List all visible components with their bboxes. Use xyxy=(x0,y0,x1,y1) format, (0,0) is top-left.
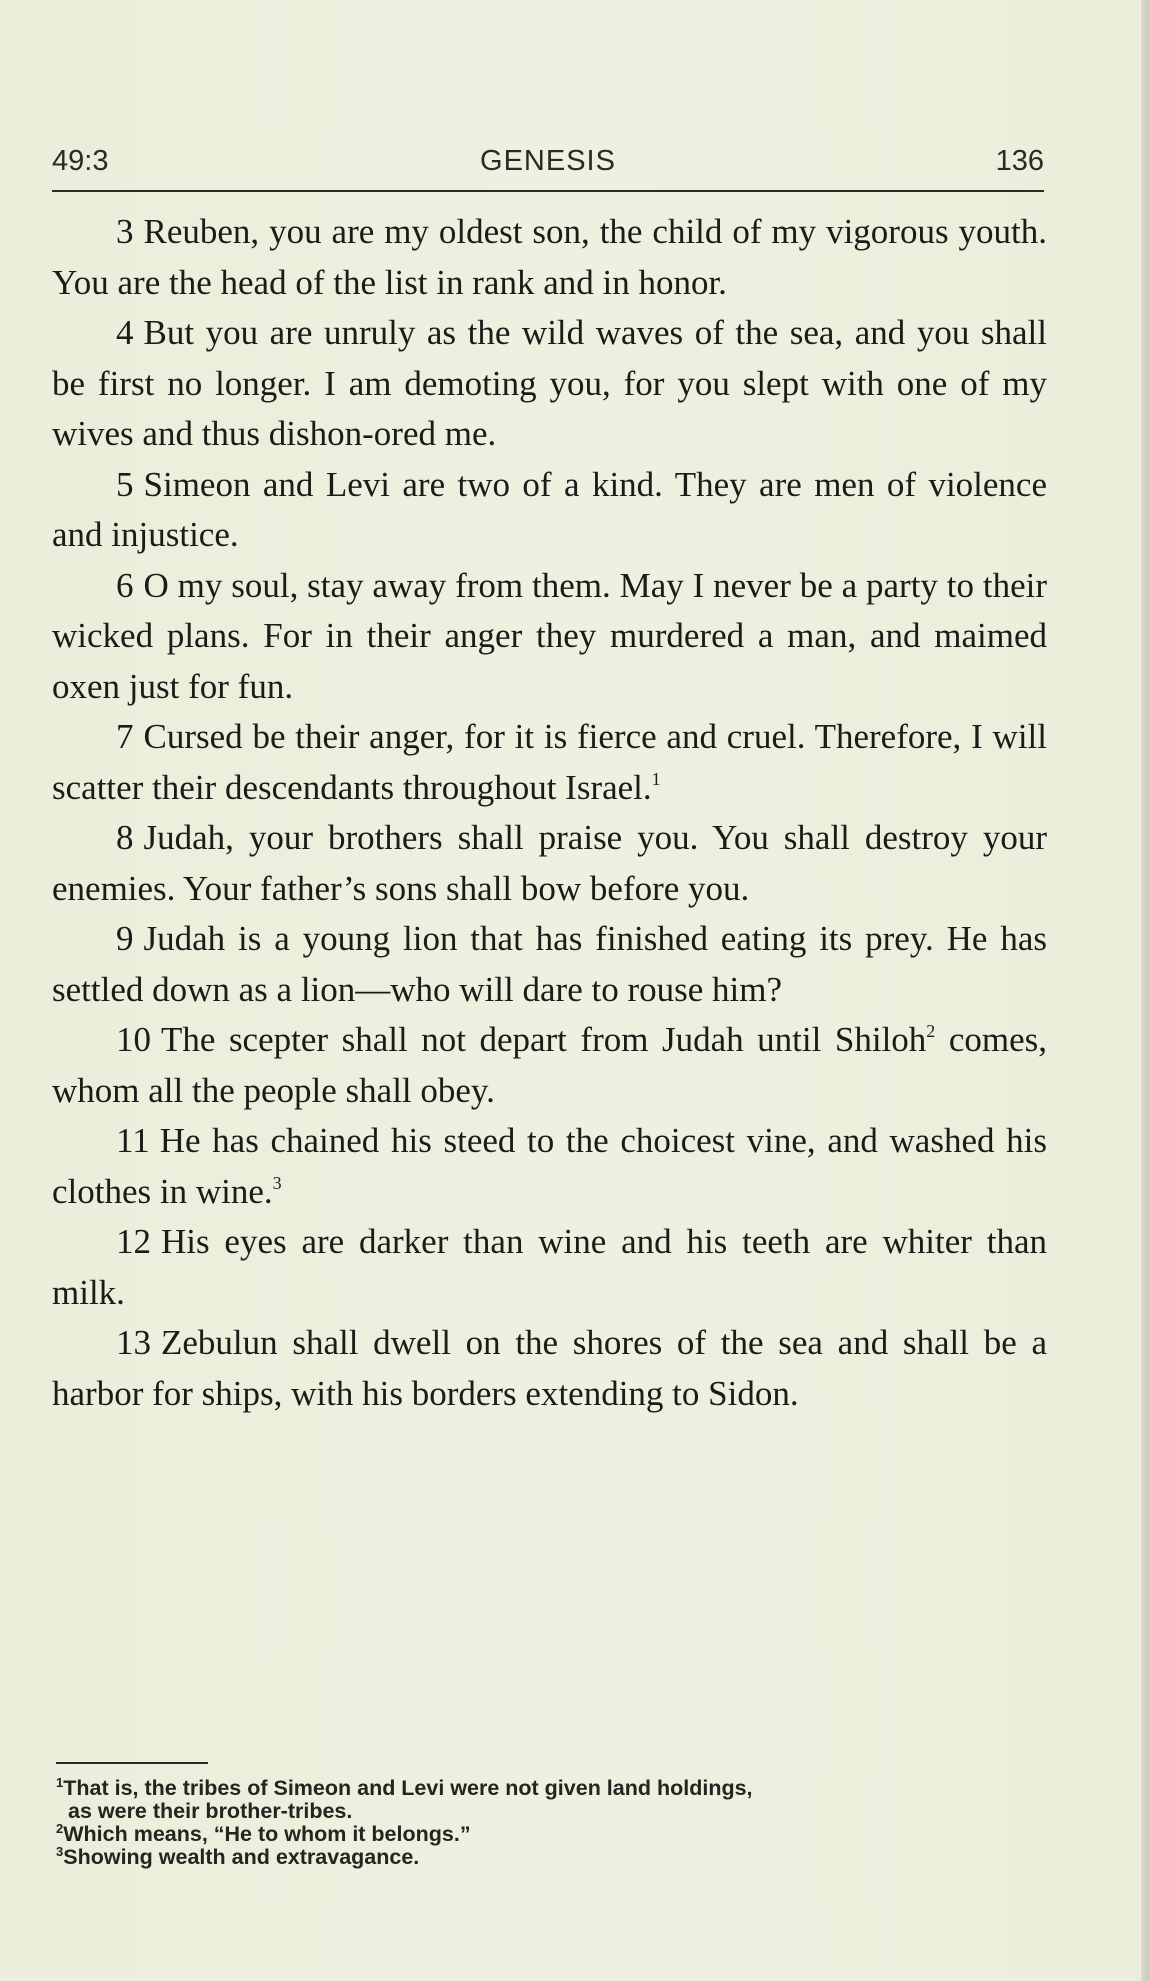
book-title: GENESIS xyxy=(480,145,616,177)
footnote-1-continued xyxy=(56,1800,1056,1823)
footnote-mark: 1 xyxy=(56,1775,64,1790)
verse-text: Cursed be their anger, for it is fierce and cruel. Therefore, I will scatter their descendants throughout Israel. xyxy=(52,717,1047,807)
footnote-mark: 3 xyxy=(56,1844,64,1859)
verse-text: He has chained his steed to the choicest vine, and washed his clothes in wine. xyxy=(52,1121,1047,1211)
page-edge xyxy=(1141,0,1149,1981)
verse-7 xyxy=(52,712,1047,813)
verse-3 xyxy=(52,207,1047,308)
verse-text: Reuben, you are my oldest son, the child of my vigorous youth. You are the head of the list in rank and in honor. xyxy=(52,212,1047,302)
verse-12 xyxy=(52,1217,1047,1318)
footnote-text: as were their brother-tribes. xyxy=(68,1799,353,1823)
footnote-3 xyxy=(56,1846,1056,1869)
verse-number: 5 xyxy=(116,464,134,504)
verse-text: The scepter shall not depart from Judah until Shiloh xyxy=(161,1020,927,1059)
verse-text: Zebulun shall dwell on the shores of the sea and shall be a harbor for ships, with his borders extending to Sidon. xyxy=(52,1323,1047,1413)
footnote-2 xyxy=(56,1823,1056,1846)
verse-text: Judah is a young lion that has finished eating its prey. He has settled down as a lion—who will dare to rouse him? xyxy=(52,919,1047,1009)
verse-number: 4 xyxy=(116,313,134,352)
verse-number: 11 xyxy=(116,1121,150,1160)
verse-9 xyxy=(52,914,1047,1015)
footnotes xyxy=(56,1777,1056,1869)
verse-text: Simeon and Levi are two of a kind. They are men of violence and injustice. xyxy=(52,464,1047,554)
footnote-mark: 2 xyxy=(56,1821,64,1836)
verse-number: 10 xyxy=(116,1020,151,1059)
verse-8 xyxy=(52,813,1047,914)
running-head xyxy=(52,145,1044,189)
scripture-text xyxy=(52,207,1047,1419)
verse-text: O my soul, stay away from them. May I never be a party to their wicked plans. For in their anger they murdered a man, and maimed oxen just for fun. xyxy=(52,565,1047,706)
footnote-reference[interactable]: 2 xyxy=(926,1021,936,1041)
footnote-reference[interactable]: 1 xyxy=(651,768,661,789)
verse-11 xyxy=(52,1116,1047,1217)
footnote-text: That is, the tribes of Simeon and Levi were not given land holdings, xyxy=(63,1776,753,1800)
verse-text: Judah, your brothers shall praise you. You shall destroy your enemies. Your father’s sons shall bow before you. xyxy=(52,818,1047,908)
header-rule xyxy=(52,190,1044,192)
verse-number: 3 xyxy=(116,212,134,251)
footnote-1 xyxy=(56,1777,1056,1800)
verse-text: His eyes are darker than wine and his teeth are whiter than milk. xyxy=(52,1222,1047,1312)
verse-number: 7 xyxy=(116,717,134,756)
verse-text: But you are unruly as the wild waves of the sea, and you shall be first no longer. I am demoting you, for you slept with one of my wives and thus dishon-ored me. xyxy=(52,313,1047,453)
verse-number: 6 xyxy=(116,565,134,605)
verse-4 xyxy=(52,308,1047,460)
verse-13 xyxy=(52,1318,1047,1419)
verse-5 xyxy=(52,460,1047,561)
verse-number: 13 xyxy=(116,1323,151,1362)
page-number: 136 xyxy=(995,145,1044,177)
verse-6 xyxy=(52,561,1047,713)
verse-number: 9 xyxy=(116,919,134,958)
verse-10 xyxy=(52,1015,1047,1116)
verse-number: 12 xyxy=(116,1222,151,1261)
footnote-text: Which means, “He to whom it belongs.” xyxy=(63,1822,471,1846)
footnote-text: Showing wealth and extravagance. xyxy=(63,1845,420,1869)
verse-text-after: comes, whom all the people shall obey. xyxy=(52,1020,1047,1110)
footnote-reference[interactable]: 3 xyxy=(272,1172,282,1193)
footnote-rule xyxy=(56,1762,208,1764)
chapter-verse-ref: 49:3 xyxy=(52,145,109,177)
verse-number: 8 xyxy=(116,818,134,857)
